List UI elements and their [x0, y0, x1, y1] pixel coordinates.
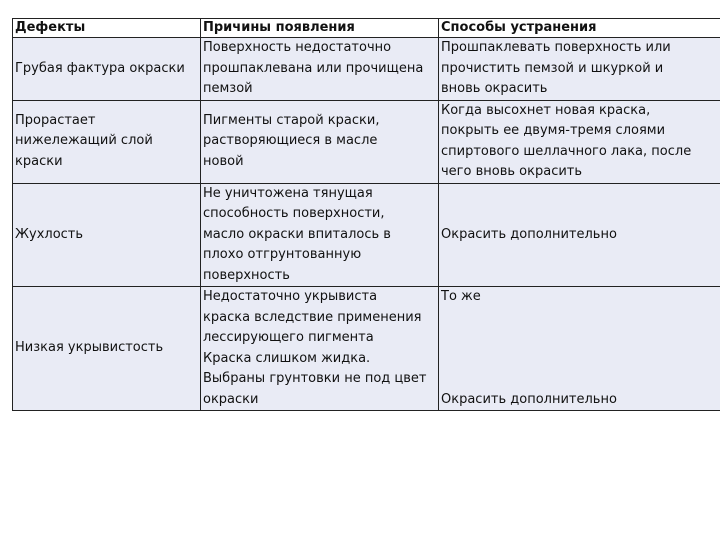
- cause-text: Не уничтожена тянущая: [203, 185, 373, 201]
- header-defects: Дефекты: [13, 19, 201, 38]
- defect-text: Низкая укрывистость: [15, 340, 164, 356]
- cause-cell: [201, 38, 439, 101]
- defect-text: Грубая фактура окраски: [15, 60, 185, 76]
- remedy-text: чего вновь окрасить: [441, 164, 583, 179]
- defects-table: [12, 18, 720, 411]
- header-causes: Причины появления: [201, 19, 439, 38]
- remedy-text: Когда высохнет новая краска,: [441, 102, 651, 118]
- cause-text: краска вследствие применения: [203, 309, 422, 325]
- defect-cell: [13, 287, 201, 411]
- remedy-text: Прошпаклевать поверхность или: [441, 40, 671, 55]
- cause-text: пемзой: [203, 81, 253, 96]
- cause-text: окраски: [203, 391, 259, 407]
- cause-text: Недостаточно укрывиста: [203, 289, 378, 304]
- cause-text: Пигменты старой краски,: [203, 112, 380, 128]
- table-row: [13, 183, 720, 287]
- cause-cell: [201, 100, 439, 183]
- cause-text: прошпаклевана или прочищена: [203, 60, 424, 76]
- table-header-row: [13, 19, 720, 38]
- remedy-text: Окрасить дополнительно: [441, 226, 617, 242]
- defect-text: Жухлость: [15, 226, 84, 242]
- table-row: [13, 38, 720, 101]
- cause-text: способность поверхности,: [203, 206, 385, 221]
- remedy-cell: [439, 38, 720, 101]
- cause-text: Краска слишком жидка.: [203, 350, 371, 366]
- remedy-text: Окрасить дополнительно: [441, 391, 617, 407]
- remedy-text: вновь окрасить: [441, 81, 548, 96]
- cause-text: Выбраны грунтовки не под цвет: [203, 371, 427, 386]
- cause-text: новой: [203, 153, 244, 169]
- defect-cell: [13, 100, 201, 183]
- remedy-cell: [439, 100, 720, 183]
- cause-cell: [201, 183, 439, 287]
- defect-cell: [13, 183, 201, 287]
- cause-text: масло окраски впиталось в: [203, 226, 391, 242]
- remedy-text: покрыть ее двумя-тремя слоями: [441, 123, 666, 138]
- cause-text: поверхность: [203, 267, 290, 283]
- remedy-text: То же: [441, 289, 481, 304]
- defect-text: нижележащий слой: [15, 133, 153, 149]
- cause-text: плохо отгрунтованную: [203, 247, 362, 262]
- remedy-cell: [439, 183, 720, 287]
- table-row: [13, 287, 720, 411]
- remedy-text: спиртового шеллачного лака, после: [441, 143, 692, 159]
- header-remedies: Способы устранения: [439, 19, 720, 38]
- remedy-text: прочистить пемзой и шкуркой и: [441, 60, 664, 76]
- remedy-cell: [439, 287, 720, 411]
- cause-cell: [201, 287, 439, 411]
- cause-text: Поверхность недостаточно: [203, 40, 392, 55]
- cause-text: растворяющиеся в масле: [203, 133, 378, 149]
- table-row: [13, 100, 720, 183]
- defect-text: краски: [15, 153, 63, 169]
- defect-cell: [13, 38, 201, 101]
- cause-text: лессирующего пигмента: [203, 330, 374, 345]
- defect-text: Прорастает: [15, 112, 96, 128]
